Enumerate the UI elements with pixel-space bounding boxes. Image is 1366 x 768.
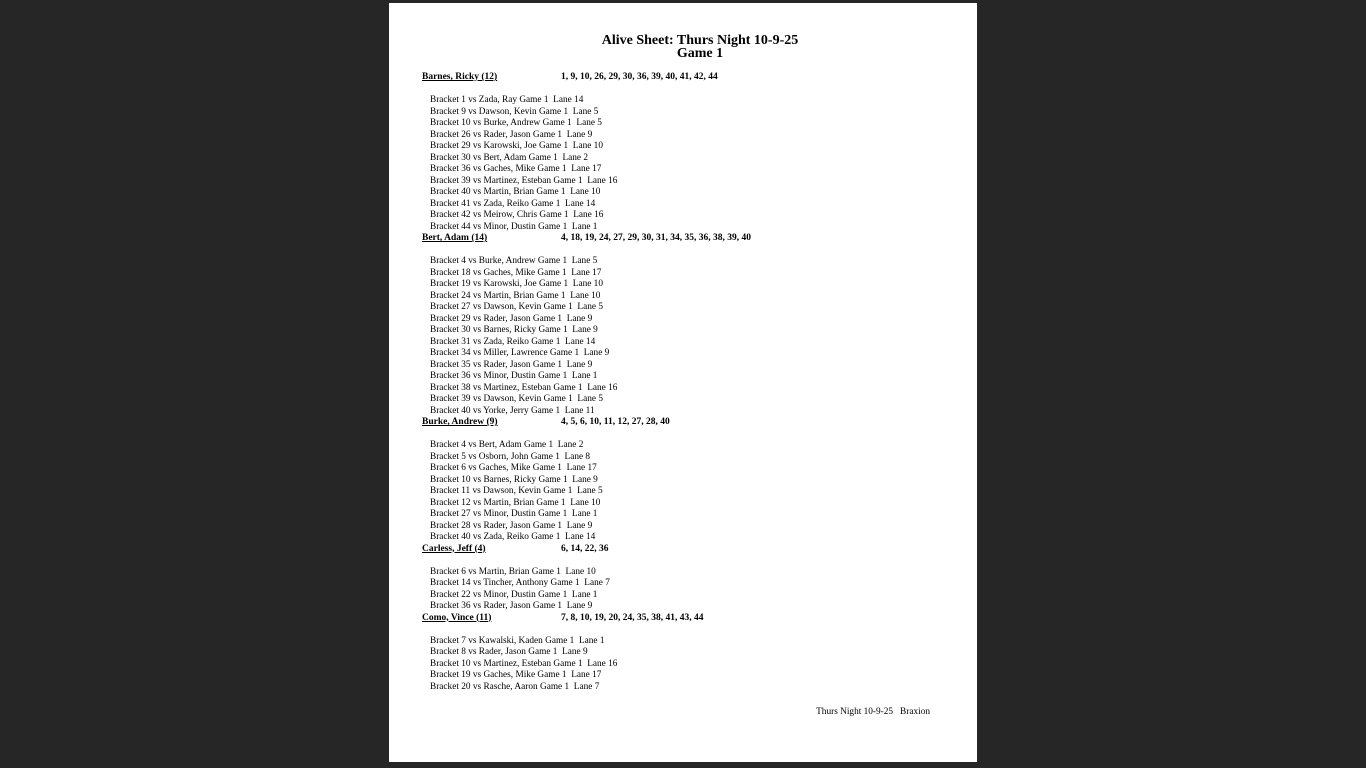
bracket-match-line: Bracket 39 vs Martinez, Esteban Game 1 Lane 16 — [430, 175, 618, 186]
bowler-bracket-list: 4, 18, 19, 24, 27, 29, 30, 31, 34, 35, 36, 38, 39, 40 — [561, 233, 751, 243]
bracket-match-line: Bracket 36 vs Rader, Jason Game 1 Lane 9 — [430, 601, 593, 611]
bracket-match-line: Bracket 12 vs Martin, Brian Game 1 Lane 10 — [430, 497, 601, 508]
bowler-section — [422, 613, 962, 694]
bracket-match-line: Bracket 35 vs Rader, Jason Game 1 Lane 9 — [430, 359, 593, 370]
bracket-match-line: Bracket 14 vs Tincher, Anthony Game 1 Lane 7 — [430, 578, 610, 588]
bracket-match-line: Bracket 10 vs Burke, Andrew Game 1 Lane 5 — [430, 118, 602, 128]
bracket-match-line: Bracket 4 vs Burke, Andrew Game 1 Lane 5 — [430, 256, 598, 266]
bracket-match-line: Bracket 18 vs Gaches, Mike Game 1 Lane 17 — [430, 267, 602, 278]
bracket-match-line: Bracket 10 vs Martinez, Esteban Game 1 Lane 16 — [430, 658, 618, 669]
bowler-list — [422, 72, 962, 693]
section-spacer — [422, 84, 962, 96]
bracket-match-line: Bracket 30 vs Barnes, Ricky Game 1 Lane 9 — [430, 325, 598, 335]
bracket-match-line: Bracket 41 vs Zada, Reiko Game 1 Lane 14 — [430, 198, 596, 209]
bracket-match-line: Bracket 11 vs Dawson, Kevin Game 1 Lane 5 — [430, 486, 603, 496]
title-line-1: Alive Sheet: Thurs Night 10-9-25 — [601, 33, 799, 48]
bracket-match-line: Bracket 42 vs Meirow, Chris Game 1 Lane 16 — [430, 210, 604, 220]
title-line-2: Game 1 — [676, 46, 724, 61]
bracket-match-line: Bracket 19 vs Karowski, Joe Game 1 Lane 10 — [430, 279, 603, 289]
bracket-match-line: Bracket 6 vs Martin, Brian Game 1 Lane 10 — [430, 566, 596, 577]
bowler-bracket-list: 1, 9, 10, 26, 29, 30, 36, 39, 40, 41, 42, 44 — [561, 72, 718, 82]
bracket-match-line: Bracket 24 vs Martin, Brian Game 1 Lane 10 — [430, 290, 601, 301]
bracket-match-line: Bracket 28 vs Rader, Jason Game 1 Lane 9 — [430, 520, 593, 531]
bracket-match-line: Bracket 10 vs Barnes, Ricky Game 1 Lane 9 — [430, 474, 598, 485]
bracket-match-line: Bracket 27 vs Dawson, Kevin Game 1 Lane 5 — [430, 302, 603, 312]
bowler-name: Carless, Jeff (4) — [422, 543, 486, 554]
bowler-name: Bert, Adam (14) — [422, 233, 488, 243]
bowler-name: Como, Vince (11) — [422, 612, 492, 623]
section-spacer — [422, 555, 962, 567]
bracket-match-line: Bracket 36 vs Gaches, Mike Game 1 Lane 17 — [430, 164, 602, 174]
bracket-match-line: Bracket 5 vs Osborn, John Game 1 Lane 8 — [430, 451, 591, 462]
bracket-match-line: Bracket 22 vs Minor, Dustin Game 1 Lane 1 — [430, 589, 598, 600]
bracket-match-line: Bracket 7 vs Kawalski, Kaden Game 1 Lane 1 — [430, 635, 605, 646]
bracket-match-line: Bracket 40 vs Zada, Reiko Game 1 Lane 14 — [430, 532, 596, 542]
document-title — [389, 34, 1011, 60]
bracket-match-line: Bracket 31 vs Zada, Reiko Game 1 Lane 14 — [430, 336, 596, 347]
bowler-bracket-list: 4, 5, 6, 10, 11, 12, 27, 28, 40 — [561, 417, 670, 427]
bracket-match-line: Bracket 26 vs Rader, Jason Game 1 Lane 9 — [430, 129, 593, 140]
bracket-match-line: Bracket 4 vs Bert, Adam Game 1 Lane 2 — [430, 440, 584, 450]
bracket-match-line: Bracket 29 vs Karowski, Joe Game 1 Lane 10 — [430, 141, 603, 151]
bracket-match-line: Bracket 9 vs Dawson, Kevin Game 1 Lane 5 — [430, 106, 599, 117]
document-page — [389, 3, 977, 762]
bowler-bracket-list: 7, 8, 10, 19, 20, 24, 35, 38, 41, 43, 44 — [561, 612, 704, 623]
bracket-match-line: Bracket 38 vs Martinez, Esteban Game 1 Lane 16 — [430, 382, 618, 393]
bracket-match-line: Bracket 39 vs Dawson, Kevin Game 1 Lane 5 — [430, 394, 603, 404]
bracket-match-line: Bracket 36 vs Minor, Dustin Game 1 Lane 1 — [430, 371, 598, 381]
bowler-section — [422, 72, 962, 233]
bowler-header — [422, 544, 962, 556]
bowler-header — [422, 613, 962, 625]
bowler-header — [422, 233, 962, 245]
bowler-header — [422, 72, 962, 84]
bracket-match-line: Bracket 8 vs Rader, Jason Game 1 Lane 9 — [430, 647, 588, 657]
bracket-match-line: Bracket 1 vs Zada, Ray Game 1 Lane 14 — [430, 95, 584, 105]
bracket-match-line: Bracket 27 vs Minor, Dustin Game 1 Lane 1 — [430, 509, 598, 519]
bowler-header — [422, 417, 962, 429]
bowler-section — [422, 544, 962, 613]
bracket-match-line: Bracket 19 vs Gaches, Mike Game 1 Lane 17 — [430, 670, 602, 680]
section-spacer — [422, 624, 962, 636]
section-spacer — [422, 429, 962, 441]
bowler-name: Barnes, Ricky (12) — [422, 72, 498, 82]
bowler-name: Burke, Andrew (9) — [422, 417, 498, 427]
page-footer: Thurs Night 10-9-25 Braxion — [816, 707, 930, 717]
bracket-match-line: Bracket 30 vs Bert, Adam Game 1 Lane 2 — [430, 152, 589, 163]
bowler-bracket-list: 6, 14, 22, 36 — [561, 543, 609, 554]
bracket-match-line: Bracket 34 vs Miller, Lawrence Game 1 Lane 9 — [430, 348, 610, 358]
bracket-match-line: Bracket 40 vs Martin, Brian Game 1 Lane 10 — [430, 187, 601, 197]
bracket-match-line: Bracket 44 vs Minor, Dustin Game 1 Lane 1 — [430, 221, 598, 232]
bracket-match-line: Bracket 6 vs Gaches, Mike Game 1 Lane 17 — [430, 463, 597, 473]
bowler-section — [422, 417, 962, 544]
bracket-match-line: Bracket 29 vs Rader, Jason Game 1 Lane 9 — [430, 313, 593, 324]
bowler-section — [422, 233, 962, 417]
bracket-match-line: Bracket 40 vs Yorke, Jerry Game 1 Lane 11 — [430, 405, 595, 416]
section-spacer — [422, 245, 962, 257]
bracket-match-line: Bracket 20 vs Rasche, Aaron Game 1 Lane 7 — [430, 681, 600, 692]
